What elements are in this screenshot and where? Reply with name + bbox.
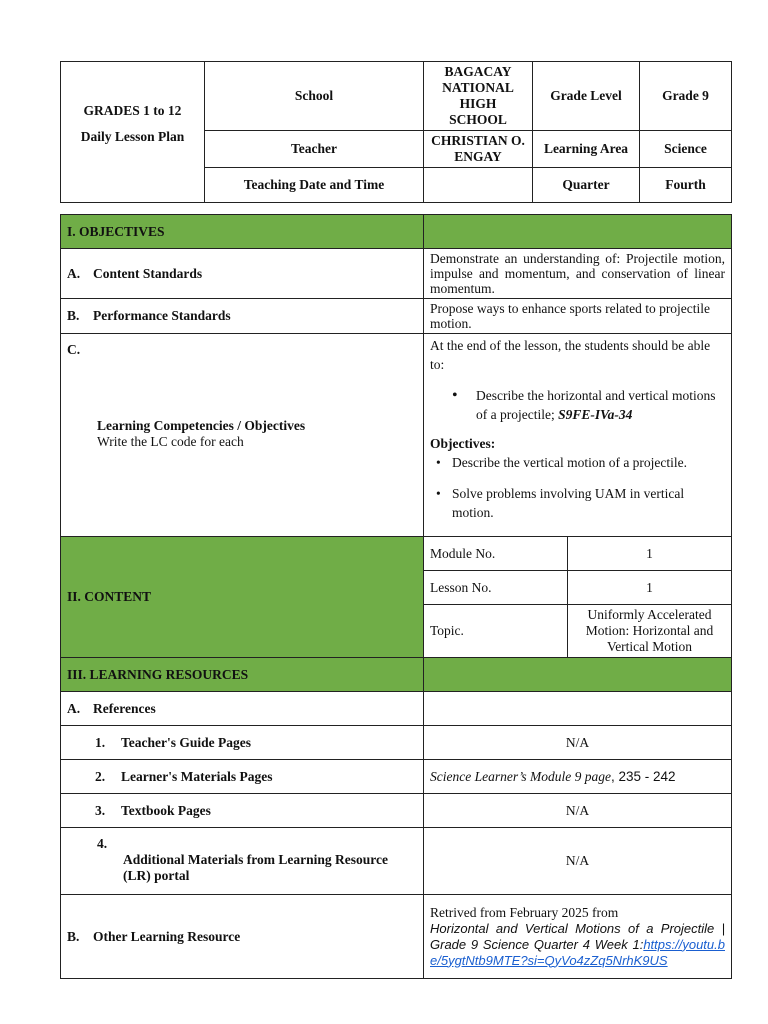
content-title: II. CONTENT: [61, 537, 424, 658]
lm-pages-value-title: Science Learner’s Module 9 page: [430, 768, 611, 784]
grades-label: GRADES 1 to 12: [83, 103, 182, 118]
content-standards-letter: A.: [67, 265, 81, 281]
competencies-label-cell: [61, 334, 424, 537]
content-standards-label-cell: [61, 249, 424, 299]
textbook-pages-label: Textbook Pages: [121, 802, 211, 818]
topic-label: Topic.: [424, 605, 568, 658]
references-value: [424, 692, 732, 726]
other-resource-label-cell: [61, 895, 424, 979]
performance-standards-letter: B.: [67, 308, 80, 323]
objectives-heading: Objectives:: [430, 436, 496, 451]
competency-item: [430, 386, 725, 424]
dlp-label: Daily Lesson Plan: [80, 129, 185, 144]
learning-area-label: Learning Area: [533, 131, 640, 168]
references-label-cell: [61, 692, 424, 726]
school-value: BAGACAY NATIONAL HIGH SCHOOL: [424, 62, 533, 131]
other-resource-letter: B.: [67, 928, 80, 944]
lm-pages-num: 2.: [95, 768, 106, 784]
tg-pages-value: N/A: [424, 726, 732, 760]
references-label: References: [93, 700, 156, 716]
topic-value: Uniformly Accelerated Motion: Horizontal and Vertical Motion: [568, 605, 732, 658]
performance-standards-label: Performance Standards: [93, 308, 231, 323]
competencies-value-cell: [424, 334, 732, 537]
competencies-sub: Write the LC code for each: [97, 434, 244, 449]
quarter-label: Quarter: [533, 168, 640, 203]
content-standards-value: Demonstrate an understanding of: Projectile motion, impulse and momentum, and conservation of linear momentum.: [424, 249, 732, 299]
other-resource-link[interactable]: https://youtu.be/5ygtNtb9MTE?si=QyVo4zZq5NrhK9US: [430, 936, 725, 968]
performance-standards-label-cell: [61, 299, 424, 334]
content-standards-label: Content Standards: [93, 265, 203, 281]
lesson-plan-table: [60, 214, 732, 979]
tg-pages-num: 1.: [95, 734, 106, 750]
tg-pages-label: Teacher's Guide Pages: [121, 734, 251, 750]
module-value: 1: [568, 537, 732, 571]
resources-title-right: [424, 658, 732, 692]
grade-level-value: Grade 9: [640, 62, 732, 131]
additional-materials-label-cell: [61, 828, 424, 895]
lesson-value: 1: [568, 571, 732, 605]
competency-code: S9FE-IVa-34: [558, 407, 633, 422]
other-resource-retrieved: Retrived from February 2025 from: [430, 904, 619, 920]
objective-item-1: [430, 453, 725, 472]
competencies-label: Learning Competencies / Objectives: [97, 418, 306, 433]
references-letter: A.: [67, 700, 81, 716]
teacher-label: Teacher: [205, 131, 424, 168]
header-table: [60, 61, 732, 203]
competencies-intro: At the end of the lesson, the students should be able to:: [430, 338, 711, 372]
date-value: [424, 168, 533, 203]
additional-materials-num: 4.: [97, 836, 108, 851]
textbook-pages-value: N/A: [424, 794, 732, 828]
lesson-label: Lesson No.: [424, 571, 568, 605]
grades-cell: [61, 62, 205, 203]
other-resource-value-cell: [424, 895, 732, 979]
performance-standards-value: Propose ways to enhance sports related to projectile motion.: [424, 299, 732, 334]
lm-pages-value-pages: , 235 - 242: [610, 768, 676, 784]
teacher-value: CHRISTIAN O. ENGAY: [424, 131, 533, 168]
objectives-title-right: [424, 215, 732, 249]
textbook-pages-num: 3.: [95, 802, 106, 818]
objective-item-2: [430, 484, 725, 522]
additional-materials-label: Additional Materials from Learning Resource (LR) portal: [123, 852, 388, 883]
module-label: Module No.: [424, 537, 568, 571]
school-label: School: [205, 62, 424, 131]
competency-text: Describe the horizontal and vertical motions of a projectile;: [476, 388, 716, 422]
date-label: Teaching Date and Time: [205, 168, 424, 203]
additional-materials-value: N/A: [424, 828, 732, 895]
other-resource-video-title: Horizontal and Vertical Motions of a Projectile | Grade 9 Science Quarter 4 Week 1:: [430, 920, 725, 952]
lm-pages-value-cell: [424, 760, 732, 794]
textbook-pages-label-cell: [61, 794, 424, 828]
lm-pages-label-cell: [61, 760, 424, 794]
tg-pages-label-cell: [61, 726, 424, 760]
grade-level-label: Grade Level: [533, 62, 640, 131]
objective-text-1: Describe the vertical motion of a projectile.: [452, 455, 688, 470]
lm-pages-label: Learner's Materials Pages: [121, 768, 273, 784]
quarter-value: Fourth: [640, 168, 732, 203]
resources-title: III. LEARNING RESOURCES: [61, 658, 424, 692]
learning-area-value: Science: [640, 131, 732, 168]
objectives-title: I. OBJECTIVES: [61, 215, 424, 249]
objective-text-2: Solve problems involving UAM in vertical motion.: [452, 486, 685, 520]
competencies-letter: C.: [67, 342, 81, 357]
other-resource-label: Other Learning Resource: [93, 928, 241, 944]
